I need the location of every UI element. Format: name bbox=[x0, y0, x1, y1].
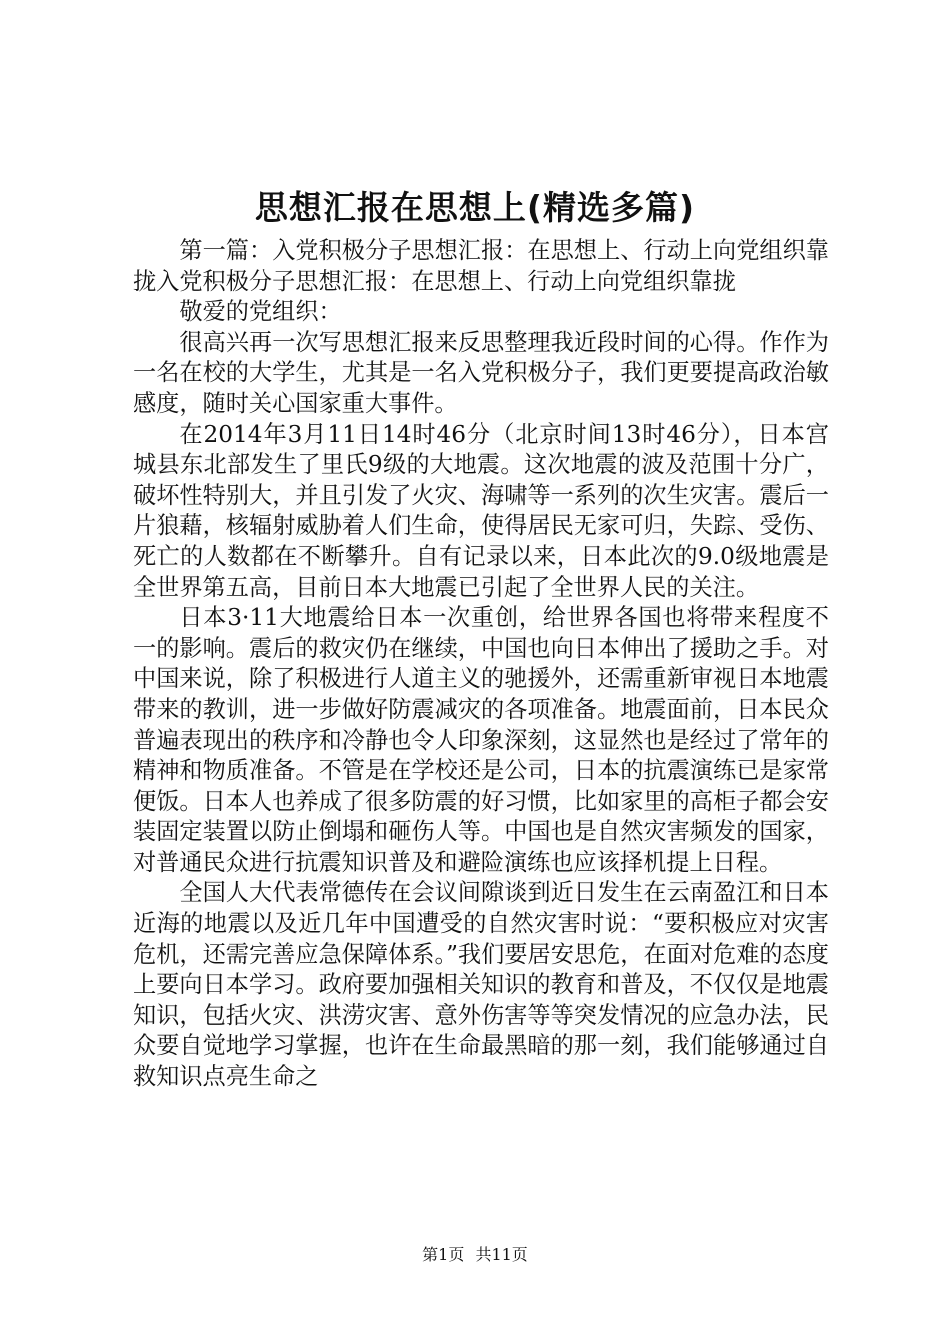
paragraph-salutation: 敬爱的党组织： bbox=[179, 298, 342, 326]
paragraph-intro: 很高兴再一次写思想汇报来反思整理我近段时间的心得。作作为一名在校的大学生，尤其是一名入党积极分子，我们更要提高政治敏感度，随时关心国家重大事件。 bbox=[133, 328, 829, 417]
page-number-footer: 第1页 共11页 bbox=[422, 1245, 528, 1264]
document-title: 思想汇报在思想上(精选多篇) bbox=[254, 188, 696, 227]
paragraph-response: 全国人大代表常德传在会议间隙谈到近日发生在云南盈江和日本近海的地震以及近几年中国遭受的自然灾害时说：“要积极应对灾害危机，还需完善应急保障体系。”我们要居安思危，在面对危难的态度上要向日本学习。政府要加强相关知识的教育和普及，不仅仅是地震知识，包括火灾、洪涝灾害、意外伤害等等突发情况的应急办法，民众要自觉地学习掌握，也许在生命最黑暗的那一刻，我们能够通过自救知识点亮生命之 bbox=[133, 879, 829, 1091]
paragraph-heading: 第一篇：入党积极分子思想汇报：在思想上、行动上向党组织靠拢入党积极分子思想汇报：在思想上、行动上向党组织靠拢 bbox=[133, 237, 829, 295]
paragraph-impact: 日本3·11大地震给日本一次重创，给世界各国也将带来程度不一的影响。震后的救灾仍在继续，中国也向日本伸出了援助之手。对中国来说，除了积极进行人道主义的驰援外，还需重新审视日本地震带来的教训，进一步做好防震减灾的各项准备。地震面前，日本民众普遍表现出的秩序和冷静也令人印象深刻，这显然也是经过了常年的精神和物质准备。不管是在学校还是公司，日本的抗震演练已是家常便饭。日本人也养成了很多防震的好习惯，比如家里的高柜子都会安装固定装置以防止倒塌和砸伤人等。中国也是自然灾害频发的国家，对普通民众进行抗震知识普及和避险演练也应该择机提上日程。 bbox=[133, 604, 829, 876]
document-body bbox=[133, 236, 829, 1093]
paragraph-earthquake: 在2014年3月11日14时46分（北京时间13时46分），日本宫城县东北部发生了里氏9级的大地震。这次地震的波及范围十分广，破坏性特别大，并且引发了火灾、海啸等一系列的次生灾害。震后一片狼藉，核辐射威胁着人们生命，使得居民无家可归，失踪、受伤、死亡的人数都在不断攀升。自有记录以来，日本此次的9.0级地震是全世界第五高，目前日本大地震已引起了全世界人民的关注。 bbox=[133, 420, 829, 601]
